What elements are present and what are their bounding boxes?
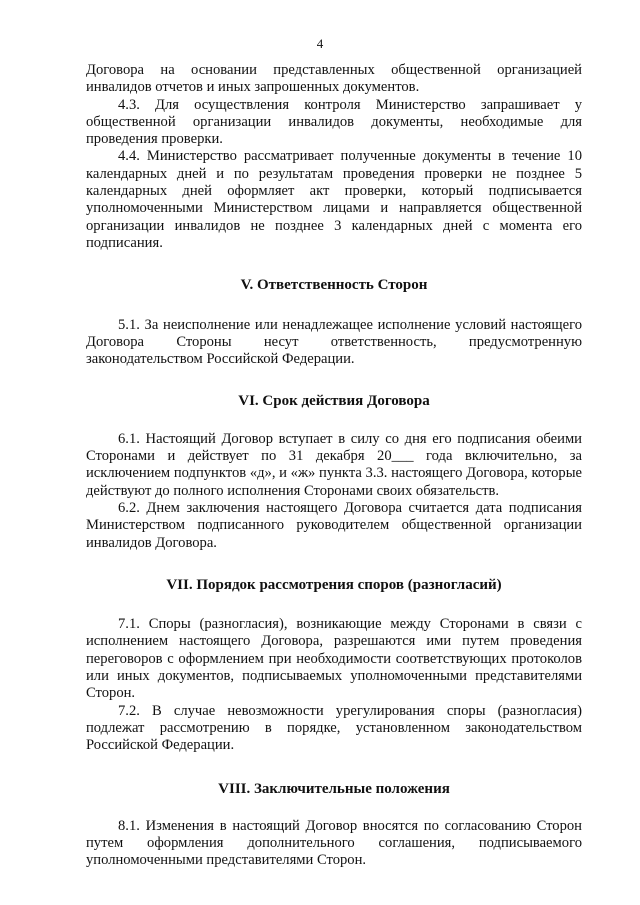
paragraph-4-4: 4.4. Министерство рассматривает полученные документы в течение 10 календарных дней и по результатам проведения проверки не позднее 5 календарных дней оформляет акт проверки, который подписывается уполномоченными Министерством лицами и направляется общественной организации инвалидов не позднее 3 календарных дней с момента его подписания.: [86, 148, 582, 251]
section-heading-v: V. Ответственность Сторон: [240, 277, 428, 294]
section-heading-viii: VIII. Заключительные положения: [218, 780, 450, 797]
paragraph-6-1: 6.1. Настоящий Договор вступает в силу со дня его подписания обеими Сторонами и действует по 31 декабря 20___ года включительно, за исключением подпунктов «д», и «ж» пункта 3.3. настоящего Договора, которые действуют до полного исполнения Сторонами своих обязательств.: [86, 430, 582, 499]
paragraph-8-1: 8.1. Изменения в настоящий Договор вносятся по согласованию Сторон путем оформления дополнительного соглашения, подписываемого уполномоченными представителями Сторон.: [86, 817, 582, 869]
paragraph-7-2: 7.2. В случае невозможности урегулирования споры (разногласия) подлежат рассмотрению в порядке, установленном законодательством Российской Федерации.: [86, 702, 582, 754]
section-heading-vii: VII. Порядок рассмотрения споров (разногласий): [166, 576, 502, 593]
section-heading-vi: VI. Срок действия Договора: [238, 393, 430, 410]
document-body: [86, 62, 582, 870]
paragraph-7-1: 7.1. Споры (разногласия), возникающие между Сторонами в связи с исполнением настоящего Договора, разрешаются ими путем проведения переговоров с оформлением при необходимости соответствующих протоколов или иных документов, подписываемых уполномоченными представителями Сторон.: [86, 616, 582, 702]
paragraph-6-2: 6.2. Днем заключения настоящего Договора считается дата подписания Министерством подписанного руководителем общественной организации инвалидов Договора.: [86, 499, 582, 551]
paragraph-5-1: 5.1. За неисполнение или ненадлежащее исполнение условий настоящего Договора Стороны несут ответственность, предусмотренную законодательством Российской Федерации.: [86, 316, 582, 368]
paragraph-contract-reports: Договора на основании представленных общественной организацией инвалидов отчетов и иных запрошенных документов.: [86, 62, 582, 96]
page-number: 4: [316, 36, 324, 51]
paragraph-4-3: 4.3. Для осуществления контроля Министерство запрашивает у общественной организации инвалидов документы, необходимые для проведения проверки.: [86, 96, 582, 148]
